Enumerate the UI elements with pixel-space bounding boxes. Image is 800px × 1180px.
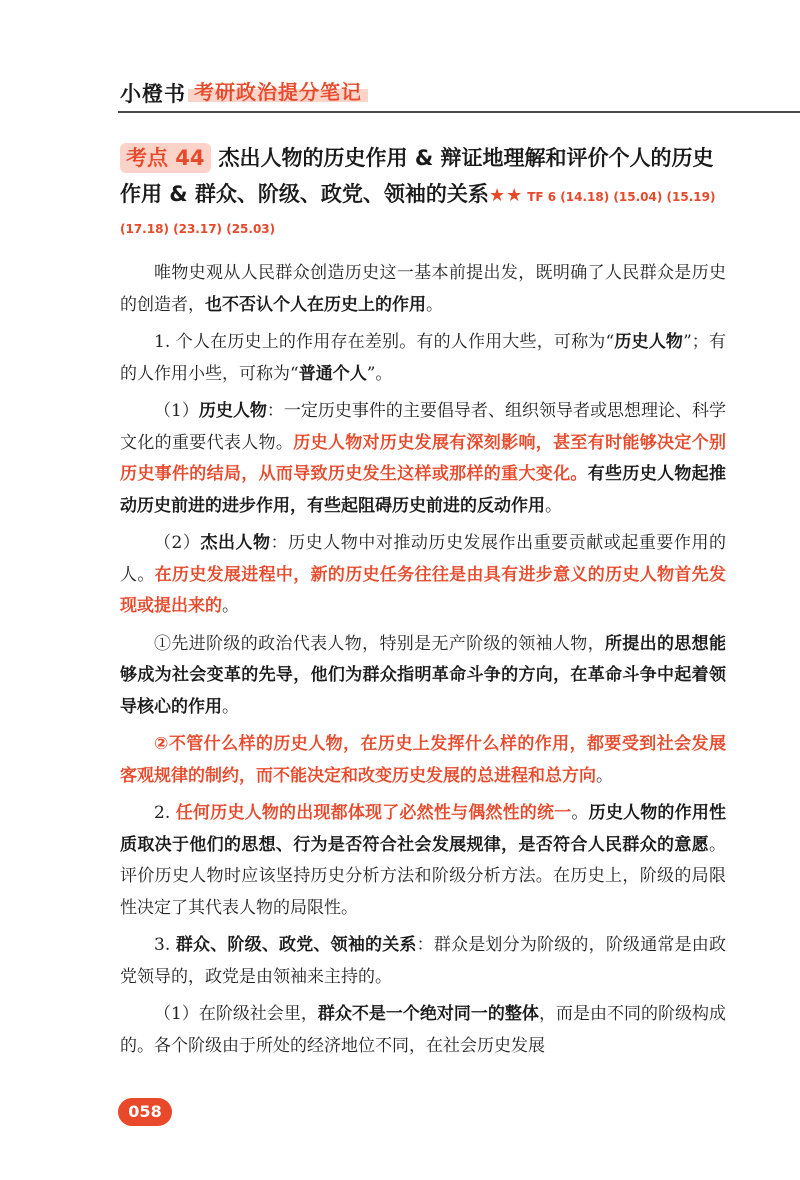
bold-run: 普通个人 xyxy=(298,363,367,384)
bold-run: 历史人物 xyxy=(614,332,684,352)
section-title xyxy=(120,140,730,243)
series-title: 考研政治提分笔记 xyxy=(188,76,368,105)
highlight-run: 任何历史人物的出现都体现了必然性与偶然性的统一 xyxy=(175,803,572,823)
paragraph-sub-2 xyxy=(120,729,726,792)
page-number: 058 xyxy=(118,1098,172,1126)
paragraph-sub-1 xyxy=(120,629,726,724)
title-line-1: 杰出人物的历史作用 & 辩证地理解和评价个人的历史 xyxy=(218,146,714,170)
bold-run: 杰出人物 xyxy=(200,533,271,553)
paragraph-point-2 xyxy=(120,798,726,924)
text-run: ”；有的人作用小些，可称为“ xyxy=(120,332,726,384)
page-header xyxy=(0,70,800,116)
bold-run: 历史人物的作用性质取决于他们的思想、行为是否符合社会发展规律，是否符合人民群众的意愿 xyxy=(120,803,727,855)
text-run: ①先进阶级的政治代表人物，特别是无产阶级的领袖人物， xyxy=(154,633,605,654)
text-run: ，而是由不同的阶级构成的。各个阶级由于所处的经济地位不同，在社会历史发展 xyxy=(120,1004,727,1056)
bold-run: 群众不是一个绝对同一的整体 xyxy=(317,1004,539,1024)
text-run: ：群众是划分为阶级的，阶级通常是由政党领导的，政党是由领袖来主持的。 xyxy=(120,935,727,987)
exam-frequency-cont: (17.18) (23.17) (25.03) xyxy=(120,222,276,236)
text-run: 。 xyxy=(571,803,589,823)
star-rating-icon: ★★ xyxy=(488,185,524,206)
text-run: 唯物史观从人民群众创造历史这一基本前提出发，既明确了人民群众是历史的创造者， xyxy=(120,263,726,315)
paragraph-outstanding-figure xyxy=(120,528,726,623)
title-line-2: 作用 & 群众、阶级、政党、领袖的关系 xyxy=(120,182,489,206)
bold-run: 有些历史人物起推动历史前进的进步作用，有些起阻碍历史前进的反动作用 xyxy=(120,464,726,516)
brand-name: 小橙书 xyxy=(120,82,186,106)
text-run: 3. xyxy=(154,935,176,955)
bold-run: 也不否认个人在历史上的作用 xyxy=(205,294,426,315)
text-run: （1） xyxy=(154,401,199,421)
text-run: 。 xyxy=(222,596,239,616)
bold-run: 群众、阶级、政党、领袖的关系 xyxy=(175,935,417,955)
point-tag: 考点 44 xyxy=(120,143,211,173)
header-rule xyxy=(118,111,800,113)
text-run: （1）在阶级社会里， xyxy=(154,1004,318,1024)
paragraph-point-3 xyxy=(120,930,726,993)
text-run: 1. 个人在历史上的作用存在差别。有的人作用大些，可称为“ xyxy=(154,332,615,352)
highlight-run: ②不管什么样的历史人物，在历史上发挥什么样的作用，都要受到社会发展客观规律的制约，而不能决定和改变历史发展的总进程和总方向 xyxy=(120,734,726,786)
paragraph-historical-figure xyxy=(120,396,726,522)
text-run: 。 xyxy=(545,495,562,516)
body-text xyxy=(120,258,726,1068)
bold-run: 历史人物 xyxy=(198,401,267,421)
text-run: ”。 xyxy=(366,363,393,384)
text-run: 。 xyxy=(426,294,443,315)
text-run: 。 xyxy=(222,696,239,717)
paragraph-class-society xyxy=(120,999,726,1062)
text-run: （2） xyxy=(154,533,201,553)
paragraph-point-1 xyxy=(120,327,726,390)
text-run: ：历史人物中对推动历史发展作出重要贡献或起重要作用的人。 xyxy=(120,533,727,585)
text-run: 。评价历史人物时应该坚持历史分析方法和阶级分析方法。在历史上，阶级的局限性决定了其代表人物的局限性。 xyxy=(120,834,726,918)
text-run: ：一定历史事件的主要倡导者、组织领导者或思想理论、科学文化的重要代表人物。 xyxy=(120,401,727,453)
text-run: 。 xyxy=(596,765,613,786)
exam-frequency: TF 6 (14.18) (15.04) (15.19) xyxy=(527,190,716,204)
highlight-run: 历史人物对历史发展有深刻影响，甚至有时能够决定个别历史事件的结局，从而导致历史发生这样或那样的重大变化。 xyxy=(120,432,727,484)
highlight-run: 在历史发展进程中，新的历史任务往往是由具有进步意义的历史人物首先发现或提出来的 xyxy=(120,564,727,616)
paragraph-intro xyxy=(120,258,726,321)
bold-run: 所提出的思想能够成为社会变革的先导，他们为群众指明革命斗争的方向，在革命斗争中起着领导核心的作用 xyxy=(120,633,726,717)
text-run: 2. xyxy=(154,803,176,823)
